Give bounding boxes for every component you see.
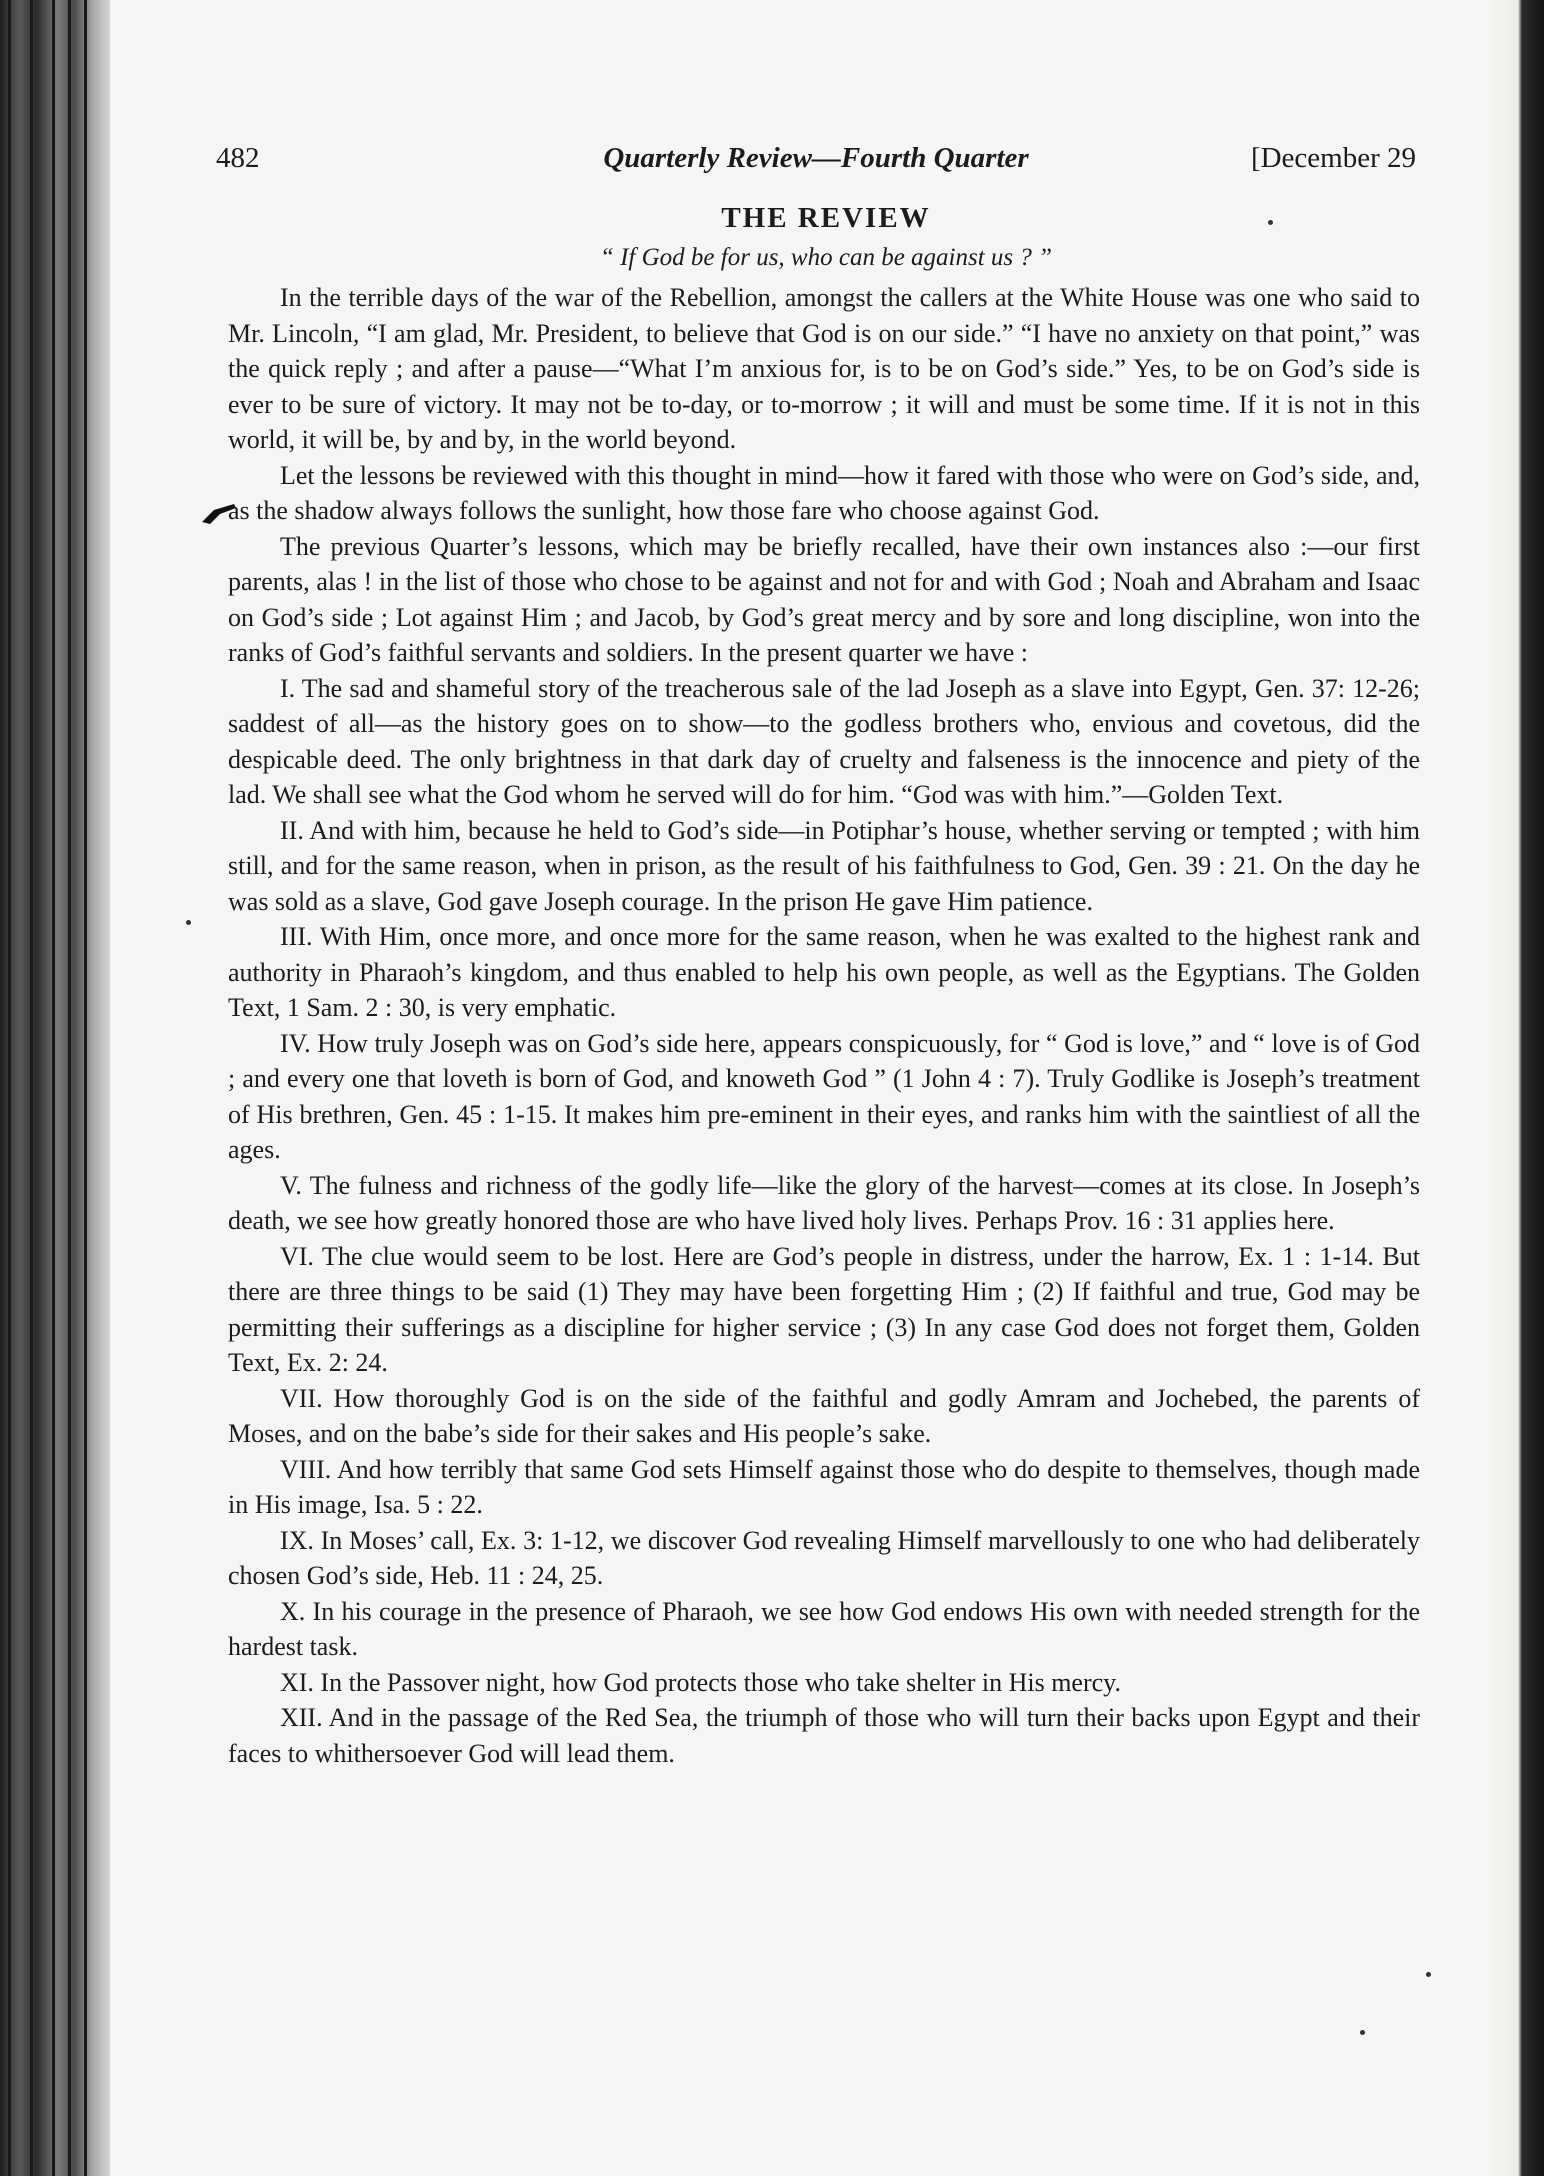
ink-speck [1426, 1972, 1431, 1977]
paragraph-previous-quarter: The previous Quarter’s lessons, which may be briefly recalled, have their own instances also :—our first parents, alas ! in the list of those who chose to be against and not for and with God ; Noah and Abraham and Isaac on God’s side ; Lot against Him ; and Jacob, by God’s great mercy and by sore and long discipline, won into the ranks of God’s faithful servants and soldiers. In the present quarter we have : [228, 531, 1420, 667]
ink-speck [1360, 2030, 1365, 2035]
lesson-item-4: IV. How truly Joseph was on God’s side here, appears conspicuously, for “ God is love,” and “ love is of God ; and every one that loveth is born of God, and knoweth God ” (1 John 4 : 7). Truly Godlike is Joseph’s treatment of His brethren, Gen. 45 : 1-15. It makes him pre-eminent in their eyes, and ranks him with the saintliest of all the ages. [228, 1028, 1420, 1164]
ink-speck [186, 920, 191, 925]
lesson-item-2: II. And with him, because he held to God’s side—in Potiphar’s house, whether serving or tempted ; with him still, and for the same reason, when in prison, as the result of his faithfulness to God, Gen. 39 : 21. On the day he was sold as a slave, God gave Joseph courage. In the prison He gave Him patience. [228, 815, 1420, 916]
ink-speck [1268, 220, 1273, 225]
epigraph: “ If God be for us, who can be against us ? ” [599, 244, 1053, 271]
lesson-item-3: III. With Him, once more, and once more for the same reason, when he was exalted to the highest rank and authority in Pharaoh’s kingdom, and thus enabled to help his own people, as well as the Egyptians. The Golden Text, 1 Sam. 2 : 30, is very emphatic. [228, 922, 1420, 1022]
book-binding-shadow [0, 0, 110, 2176]
lesson-item-8: VIII. And how terribly that same God sets Himself against those who do despite to themselves, though made in His image, Isa. 5 : 22. [228, 1454, 1420, 1519]
lesson-item-7: VII. How thoroughly God is on the side of the faithful and godly Amram and Jochebed, the parents of Moses, and on the babe’s side for their sakes and His people’s sake. [228, 1383, 1420, 1448]
running-header [216, 142, 1416, 182]
page-right-edge [1492, 0, 1544, 2176]
lesson-item-10: X. In his courage in the presence of Pharaoh, we see how God endows His own with needed strength for the hardest task. [228, 1596, 1420, 1661]
lesson-item-1: I. The sad and shameful story of the treacherous sale of the lad Joseph as a slave into Egypt, Gen. 37: 12-26; saddest of all—as the history goes on to show—to the godless brothers who, envious and covetous, did the despicable deed. The only brightness in that dark day of cruelty and falseness is the innocence and piety of the lad. We shall see what the God whom he served will do for him. “God was with him.”—Golden Text. [228, 673, 1420, 809]
paragraph-review-note: Let the lessons be reviewed with this thought in mind—how it fared with those who were on God’s side, and, as the shadow always follows the sunlight, how those fare who choose against God. [228, 460, 1420, 525]
lesson-item-6: VI. The clue would seem to be lost. Here are God’s people in distress, under the harrow, Ex. 1 : 1-14. But there are three things to be said (1) They may have been forgetting Him ; (2) If faithful and true, God may be permitting their sufferings as a discipline for higher service ; (3) In any case God does not forget them, Golden Text, Ex. 2: 24. [228, 1241, 1420, 1377]
lesson-item-11: XI. In the Passover night, how God protects those who take shelter in His mercy. [280, 1667, 1121, 1697]
article-body [228, 280, 1420, 1771]
lesson-item-12: XII. And in the passage of the Red Sea, the triumph of those who will turn their backs upon Egypt and their faces to whithersoever God will lead them. [228, 1703, 1420, 1768]
lesson-item-5: V. The fulness and richness of the godly life—like the glory of the harvest—comes at its close. In Joseph’s death, we see how greatly honored those are who have lived holy lives. Perhaps Prov. 16 : 31 applies here. [228, 1170, 1420, 1235]
lesson-item-9: IX. In Moses’ call, Ex. 3: 1-12, we discover God revealing Himself marvellously to one who had deliberately chosen God’s side, Heb. 11 : 24, 25. [228, 1525, 1420, 1590]
running-date: [December 29 [1250, 142, 1416, 174]
page-number: 482 [216, 142, 260, 174]
section-heading: THE REVIEW [721, 202, 931, 234]
paragraph-intro: In the terrible days of the war of the Rebellion, amongst the callers at the White House was one who said to Mr. Lincoln, “I am glad, Mr. President, to believe that God is on our side.” “I have no anxiety on that point,” was the quick reply ; and after a pause—“What I’m anxious for, is to be on God’s side.” Yes, to be on God’s side is ever to be sure of victory. It may not be to-day, or to-morrow ; it will and must be some time. If it is not in this world, it will be, by and by, in the world beyond. [228, 283, 1420, 454]
running-title: Quarterly Review—Fourth Quarter [603, 142, 1029, 174]
